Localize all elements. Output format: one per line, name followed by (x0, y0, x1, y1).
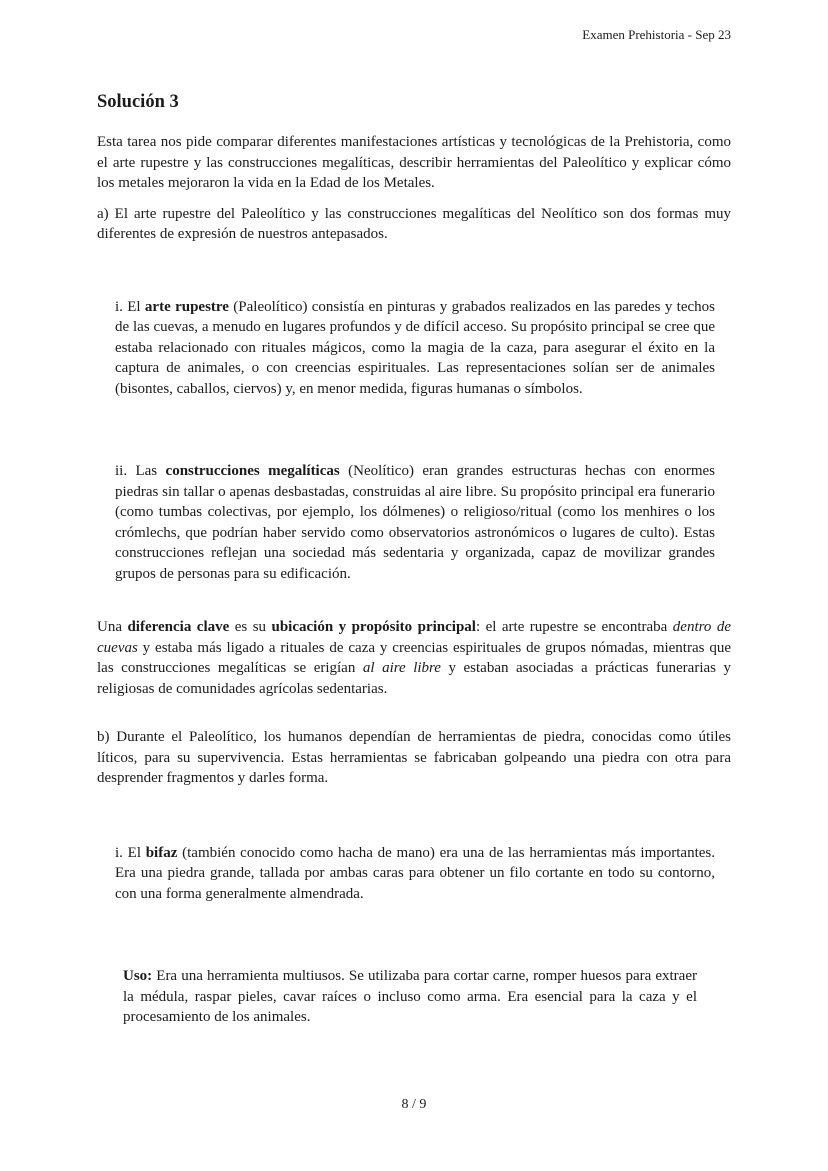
text-run: Esta tarea nos pide comparar diferentes manifestaciones artísticas y tecnológicas de la Prehistoria, como el arte rupestre y las construcciones megalíticas, describir herramientas del Paleolítico y explicar cómo los metales mejoraron la vida en la Edad de los Metales. (97, 134, 731, 191)
page-number: 8 / 9 (401, 1097, 427, 1112)
paragraph-diff (97, 617, 731, 699)
text-run: Uso: (123, 968, 153, 984)
text-run: Era una herramienta multiusos. Se utilizaba para cortar carne, romper huesos para extraer la médula, raspar pieles, cavar raíces o incluso como arma. Era esencial para la caza y el procesamiento de los animales. (123, 968, 697, 1025)
text-run: y estaban asociadas a prácticas funerarias y religiosas de comunidades agrícolas sedentarias. (97, 660, 732, 697)
text-run: diferencia clave (127, 619, 230, 635)
text-run: b) Durante el Paleolítico, los humanos dependían de herramientas de piedra, conocidas como útiles líticos, para su supervivencia. Estas herramientas se fabricaban golpeando una piedra con otra para desprender fragmentos y darles forma. (97, 729, 731, 786)
text-run: es su (229, 619, 272, 635)
text-run: ii. Las (115, 463, 166, 479)
paragraph-art (115, 297, 715, 400)
document-body (97, 0, 731, 1028)
text-run: (Neolítico) eran grandes estructuras hechas con enormes piedras sin tallar o apenas desbastadas, construidas al aire libre. Su propósito principal era funerario (como tumbas colectivas, por ejemplo, los dólmenes) o religioso/ritual (como los menhires o los crómlechs, que podrían haber servido como observatorios astronómicos o lugares de culto). Estas construcciones reflejan una sociedad más sedentaria y organizada, capaz de movilizar grandes grupos de personas para su edificación. (115, 463, 715, 582)
text-run: construcciones megalíticas (165, 463, 340, 479)
paragraph-container (97, 132, 731, 1028)
text-run: i. El (115, 844, 146, 861)
text-run: (Paleolítico) consistía en pinturas y grabados realizados en las paredes y techos de las cuevas, a menudo en lugares profundos y de difícil acceso. Su propósito principal se cree que estaba relacionado con rituales mágicos, como la magia de la caza, para asegurar el éxito en la captura de animales, o con creencias espirituales. Las representaciones solían ser de animales (bisontes, caballos, ciervos) y, en menor medida, figuras humanas o símbolos. (115, 298, 716, 397)
text-run: y estaba más ligado a rituales de caza y creencias espirituales de grupos nómadas, mientras que las construcciones megalíticas se erigían (97, 639, 731, 676)
paragraph-point-b (97, 727, 731, 789)
text-run: arte rupestre (144, 298, 229, 315)
text-run: al aire libre (362, 660, 441, 676)
text-run: ubicación y propósito principal (271, 619, 476, 635)
text-run: bifaz (145, 844, 178, 861)
text-run: Una (97, 619, 128, 635)
text-run: i. El (115, 298, 145, 315)
text-run: : el arte rupestre se encontraba (475, 619, 673, 635)
text-run: dentro de cuevas (97, 619, 732, 656)
paragraph-mega (115, 461, 715, 584)
section-title: Solución 3 (97, 92, 179, 112)
paragraph-bifaz (115, 843, 715, 905)
paragraph-uso (123, 966, 697, 1028)
page-header-running-title: Examen Prehistoria - Sep 23 (582, 27, 731, 42)
paragraph-point-a (97, 204, 731, 245)
text-run: (también conocido como hacha de mano) era una de las herramientas más importantes. Era una piedra grande, tallada por ambas caras para obtener un filo cortante en todo su contorno, con una forma generalmente almendrada. (115, 844, 715, 902)
paragraph-intro (97, 132, 731, 194)
text-run: a) El arte rupestre del Paleolítico y las construcciones megalíticas del Neolítico son dos formas muy diferentes de expresión de nuestros antepasados. (97, 205, 731, 242)
